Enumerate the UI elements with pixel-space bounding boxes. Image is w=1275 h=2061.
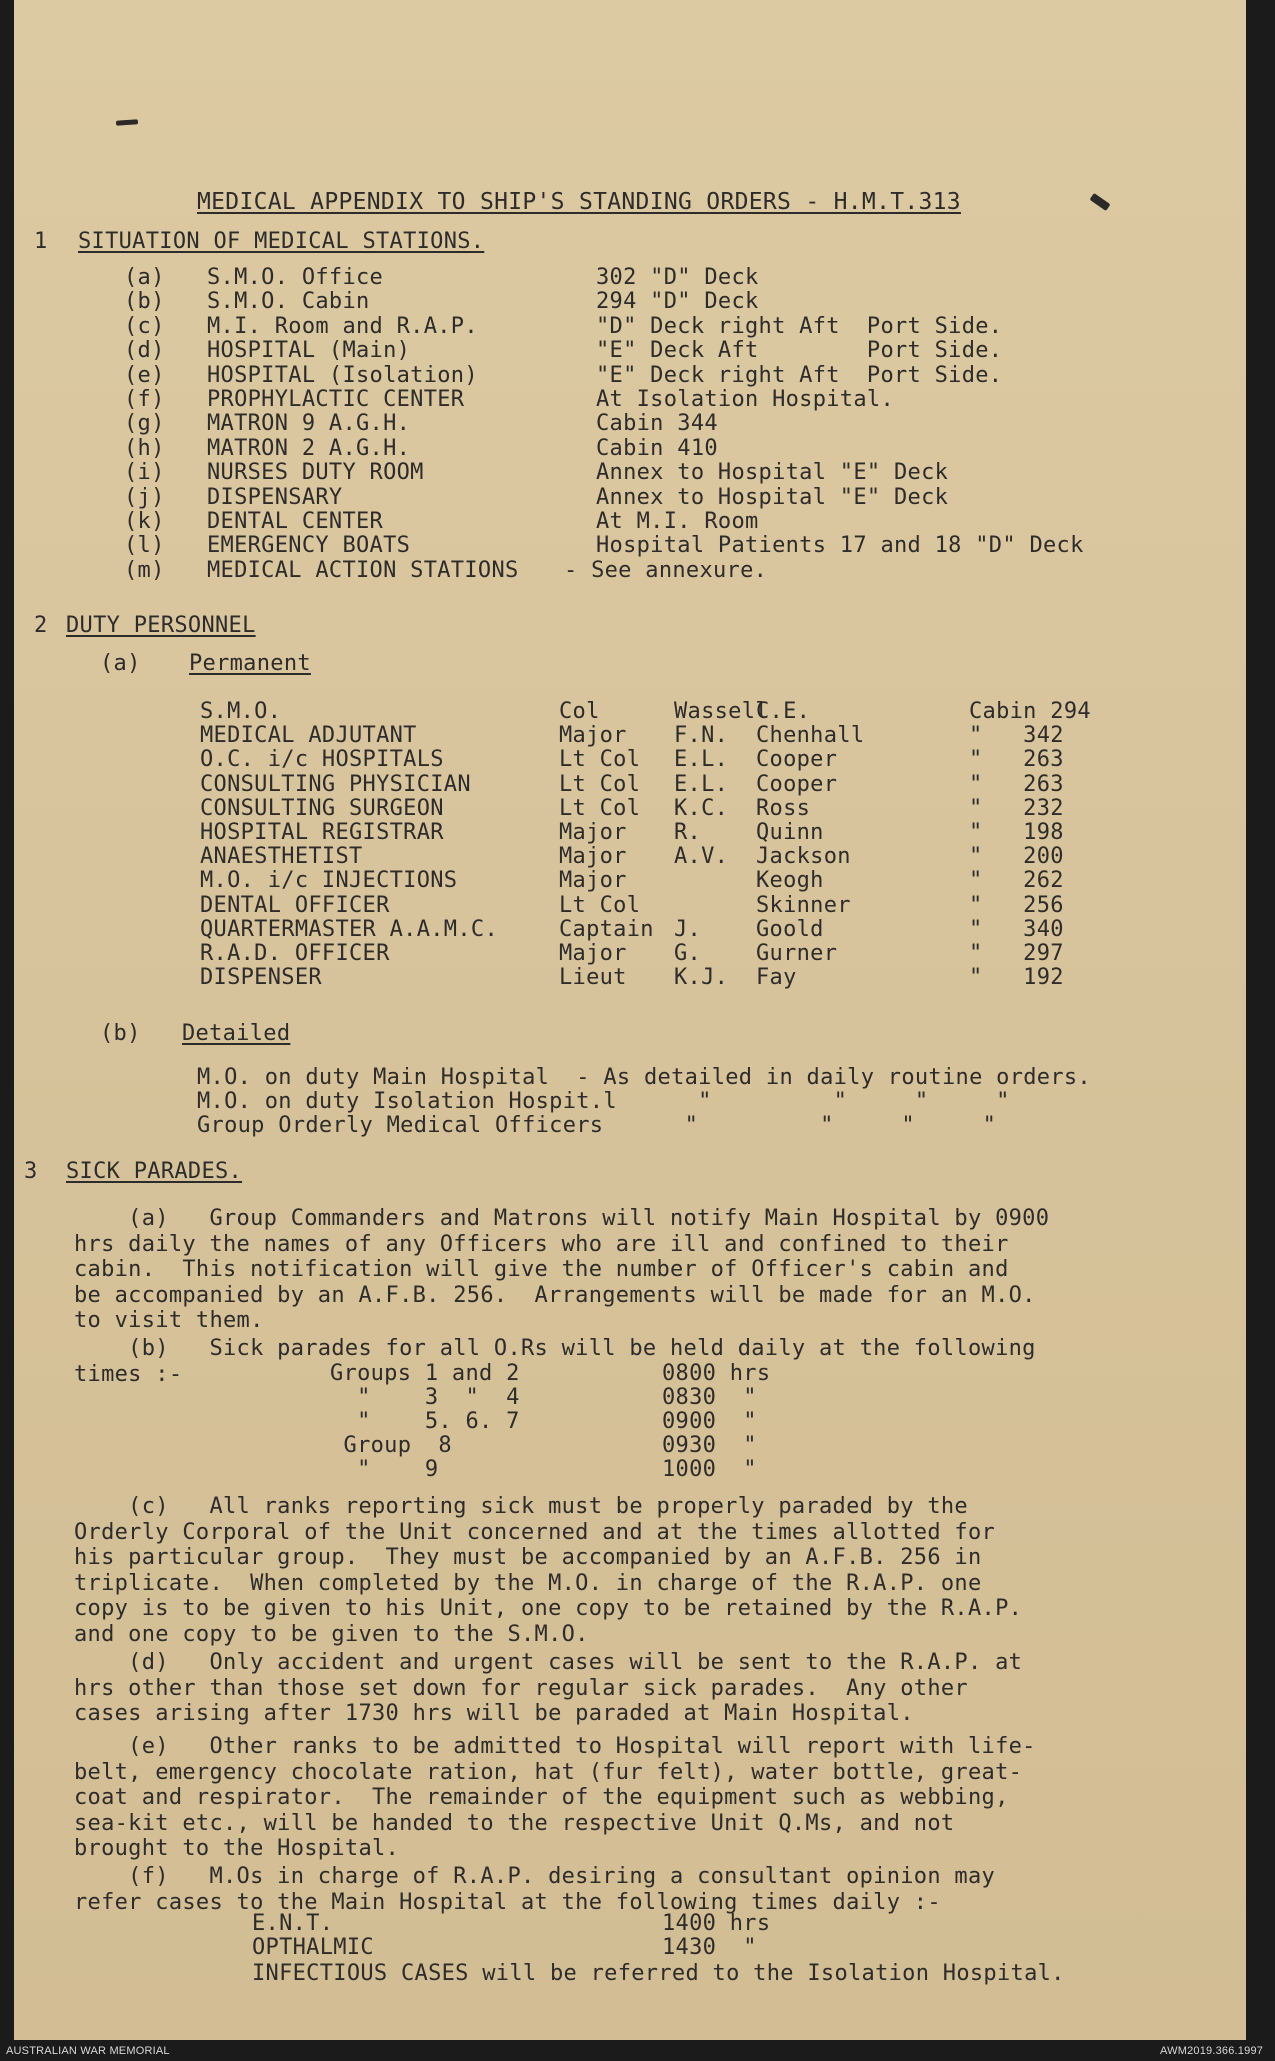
personnel-rank: Captain — [559, 916, 654, 942]
station-key: (j) — [124, 484, 165, 510]
station-location: At M.I. Room — [596, 509, 759, 534]
schedule-group: Group 8 — [330, 1433, 452, 1458]
personnel-name: Cooper — [756, 747, 838, 773]
consult-time: 1430 " — [662, 1935, 757, 1960]
personnel-cabin: " 340 — [969, 916, 1064, 942]
schedule-group: " 9 — [330, 1457, 439, 1482]
personnel-initials: E.L. — [674, 771, 729, 797]
personnel-role: HOSPITAL REGISTRAR — [200, 820, 444, 845]
personnel-rank: Major — [559, 723, 627, 749]
station-location: Cabin 410 — [596, 435, 718, 461]
personnel-role: DISPENSER — [200, 965, 322, 991]
paragraph-f: (f) M.Os in charge of R.A.P. desiring a consultant opinion may refer cases to the Main Hospital at the following times daily :- — [74, 1864, 996, 1915]
station-label: HOSPITAL (Isolation) — [207, 362, 478, 388]
schedule-group: " 5. 6. 7 — [330, 1409, 520, 1434]
personnel-cabin: " 256 — [969, 892, 1064, 918]
paragraph-a: (a) Group Commanders and Matrons will notify Main Hospital by 0900 hrs daily the names of any Officers who are ill and confined to their cabin. This notification will give the number of Officer's cabin and be accompanied by an A.F.B. 256. Arrangements will be made for an M.O. to visit them. — [74, 1206, 1050, 1333]
personnel-cabin: Cabin 294 — [969, 699, 1091, 724]
station-label: MEDICAL ACTION STATIONS — [207, 557, 519, 583]
personnel-initials: A.V. — [674, 844, 729, 870]
consult-time: 1400 hrs — [662, 1911, 771, 1936]
personnel-cabin: " 192 — [969, 965, 1064, 991]
station-label: MATRON 9 A.G.H. — [207, 411, 411, 437]
station-key: (m) — [124, 557, 165, 583]
station-key: (l) — [124, 533, 165, 559]
station-location: 294 "D" Deck — [596, 289, 759, 315]
personnel-role: ANAESTHETIST — [200, 844, 363, 870]
paragraph-d: (d) Only accident and urgent cases will be sent to the R.A.P. at hrs other than those set down for regular sick parades. Any other cases arising after 1730 hrs will be paraded at Main Hospital. — [74, 1650, 1023, 1726]
personnel-name: Jackson — [756, 844, 851, 870]
station-key: (b) — [124, 289, 165, 315]
infectious-cases-note: INFECTIOUS CASES will be referred to the Isolation Hospital. — [252, 1961, 1065, 1986]
document-title: MEDICAL APPENDIX TO SHIP'S STANDING ORDERS - H.M.T.313 — [197, 189, 961, 215]
personnel-rank: Lt Col — [559, 771, 641, 797]
station-key: (g) — [124, 411, 165, 437]
personnel-initials: R. — [674, 820, 702, 845]
personnel-initials: K.J. — [674, 965, 729, 991]
personnel-name: Chenhall — [756, 723, 865, 749]
station-location: "E" Deck Aft Port Side. — [596, 338, 1003, 364]
detailed-line: M.O. on duty Isolation Hospit.l " " " " — [197, 1089, 1010, 1114]
personnel-rank: Major — [559, 941, 627, 966]
schedule-group: Groups 1 and 2 — [330, 1361, 520, 1386]
personnel-role: O.C. i/c HOSPITALS — [200, 747, 444, 773]
personnel-name: Keogh — [756, 868, 824, 894]
personnel-name: Goold — [756, 916, 824, 942]
personnel-initials: G. — [674, 941, 702, 966]
station-label: PROPHYLACTIC CENTER — [207, 387, 465, 412]
station-label: EMERGENCY BOATS — [207, 533, 411, 559]
station-label: DISPENSARY — [207, 484, 343, 510]
ink-tick — [1090, 193, 1111, 211]
personnel-role: CONSULTING SURGEON — [200, 795, 444, 821]
station-location: - See annexure. — [564, 557, 768, 583]
schedule-time: 1000 " — [662, 1457, 757, 1482]
personnel-cabin: " 200 — [969, 844, 1064, 870]
schedule-group: " 3 " 4 — [330, 1385, 520, 1410]
footer-accession-number: AWM2019.366.1997 — [1160, 2045, 1264, 2057]
station-label: DENTAL CENTER — [207, 509, 384, 534]
station-label: S.M.O. Cabin — [207, 289, 370, 315]
station-location: "E" Deck right Aft Port Side. — [596, 362, 1003, 388]
station-location: Annex to Hospital "E" Deck — [596, 460, 949, 486]
personnel-role: S.M.O. — [200, 699, 282, 724]
personnel-role: R.A.D. OFFICER — [200, 941, 390, 966]
personnel-rank: Lt Col — [559, 892, 641, 918]
station-label: MATRON 2 A.G.H. — [207, 435, 411, 461]
footer-archive-name: AUSTRALIAN WAR MEMORIAL — [6, 2045, 170, 2057]
personnel-name: Skinner — [756, 892, 851, 918]
schedule-time: 0930 " — [662, 1433, 757, 1458]
station-location: At Isolation Hospital. — [596, 387, 894, 412]
station-key: (d) — [124, 338, 165, 364]
personnel-role: MEDICAL ADJUTANT — [200, 723, 417, 749]
personnel-name: Ross — [756, 795, 811, 821]
personnel-cabin: " 297 — [969, 941, 1064, 966]
personnel-rank: Lt Col — [559, 795, 641, 821]
station-key: (f) — [124, 387, 165, 412]
personnel-initials: K.C. — [674, 795, 729, 821]
personnel-initials: F.N. — [674, 723, 729, 749]
detailed-line: Group Orderly Medical Officers " " " " — [197, 1113, 997, 1138]
schedule-time: 0800 hrs — [662, 1361, 771, 1386]
paragraph-b-intro: (b) Sick parades for all O.Rs will be held daily at the following times :- — [74, 1336, 1036, 1387]
personnel-name: Quinn — [756, 820, 824, 845]
personnel-cabin: " 263 — [969, 747, 1064, 773]
paragraph-c: (c) All ranks reporting sick must be properly paraded by the Orderly Corporal of the Unit concerned and at the times allotted for his particular group. They must be accompanied by an A.F.B. 256 in triplicate. When completed by the M.O. in charge of the R.A.P. one copy is to be given to his Unit, one copy to be retained by the R.A.P. and one copy to be given to the S.M.O. — [74, 1494, 1023, 1647]
schedule-time: 0830 " — [662, 1385, 757, 1410]
station-key: (e) — [124, 362, 165, 388]
personnel-role: QUARTERMASTER A.A.M.C. — [200, 916, 498, 942]
section-1-heading: SITUATION OF MEDICAL STATIONS. — [78, 229, 485, 254]
subsection-b-label: Detailed — [182, 1021, 291, 1046]
personnel-cabin: " 342 — [969, 723, 1064, 749]
station-key: (c) — [124, 313, 165, 339]
personnel-rank: Lt Col — [559, 747, 641, 773]
consult-label: OPTHALMIC — [252, 1935, 374, 1960]
personnel-rank: Major — [559, 820, 627, 845]
station-location: 302 "D" Deck — [596, 265, 759, 290]
section-2-heading: DUTY PERSONNEL — [66, 613, 256, 638]
document-page — [14, 0, 1246, 2040]
personnel-initials: E.L. — [674, 747, 729, 773]
subsection-b-key: (b) — [100, 1021, 141, 1046]
section-3-number: 3 — [24, 1159, 38, 1184]
personnel-initials: Wassell — [674, 699, 769, 724]
ink-mark — [116, 119, 138, 126]
station-key: (a) — [124, 265, 165, 290]
station-key: (i) — [124, 460, 165, 486]
personnel-name: Cooper — [756, 771, 838, 797]
personnel-cabin: " 263 — [969, 771, 1064, 797]
personnel-role: CONSULTING PHYSICIAN — [200, 771, 471, 797]
detailed-line: M.O. on duty Main Hospital - As detailed in daily routine orders. — [197, 1065, 1091, 1090]
personnel-name: C.E. — [756, 699, 811, 724]
section-1-number: 1 — [34, 229, 48, 254]
personnel-rank: Major — [559, 868, 627, 894]
station-location: Annex to Hospital "E" Deck — [596, 484, 949, 510]
personnel-name: Gurner — [756, 941, 838, 966]
station-label: HOSPITAL (Main) — [207, 338, 411, 364]
station-key: (k) — [124, 509, 165, 534]
personnel-rank: Col — [559, 699, 600, 724]
personnel-cabin: " 262 — [969, 868, 1064, 894]
subsection-a-label: Permanent — [189, 651, 311, 676]
station-location: Cabin 344 — [596, 411, 718, 437]
station-location: Hospital Patients 17 and 18 "D" Deck — [596, 533, 1084, 559]
personnel-initials: J. — [674, 916, 702, 942]
section-2-number: 2 — [34, 613, 48, 638]
consult-label: E.N.T. — [252, 1911, 334, 1936]
station-location: "D" Deck right Aft Port Side. — [596, 313, 1003, 339]
station-label: S.M.O. Office — [207, 265, 384, 290]
section-3-heading: SICK PARADES. — [66, 1159, 243, 1184]
subsection-a-key: (a) — [100, 651, 141, 676]
personnel-cabin: " 232 — [969, 795, 1064, 821]
station-label: NURSES DUTY ROOM — [207, 460, 424, 486]
personnel-rank: Major — [559, 844, 627, 870]
schedule-time: 0900 " — [662, 1409, 757, 1434]
personnel-role: M.O. i/c INJECTIONS — [200, 868, 458, 894]
station-label: M.I. Room and R.A.P. — [207, 313, 478, 339]
personnel-rank: Lieut — [559, 965, 627, 991]
personnel-role: DENTAL OFFICER — [200, 892, 390, 918]
paragraph-e: (e) Other ranks to be admitted to Hospital will report with life- belt, emergency chocolate ration, hat (fur felt), water bottle, great- coat and respirator. The remainder of the equipment such as webbing, sea-kit etc., will be handed to the respective Unit Q.Ms, and not brought to the Hospital. — [74, 1734, 1036, 1861]
personnel-name: Fay — [756, 965, 797, 991]
personnel-cabin: " 198 — [969, 820, 1064, 845]
station-key: (h) — [124, 435, 165, 461]
